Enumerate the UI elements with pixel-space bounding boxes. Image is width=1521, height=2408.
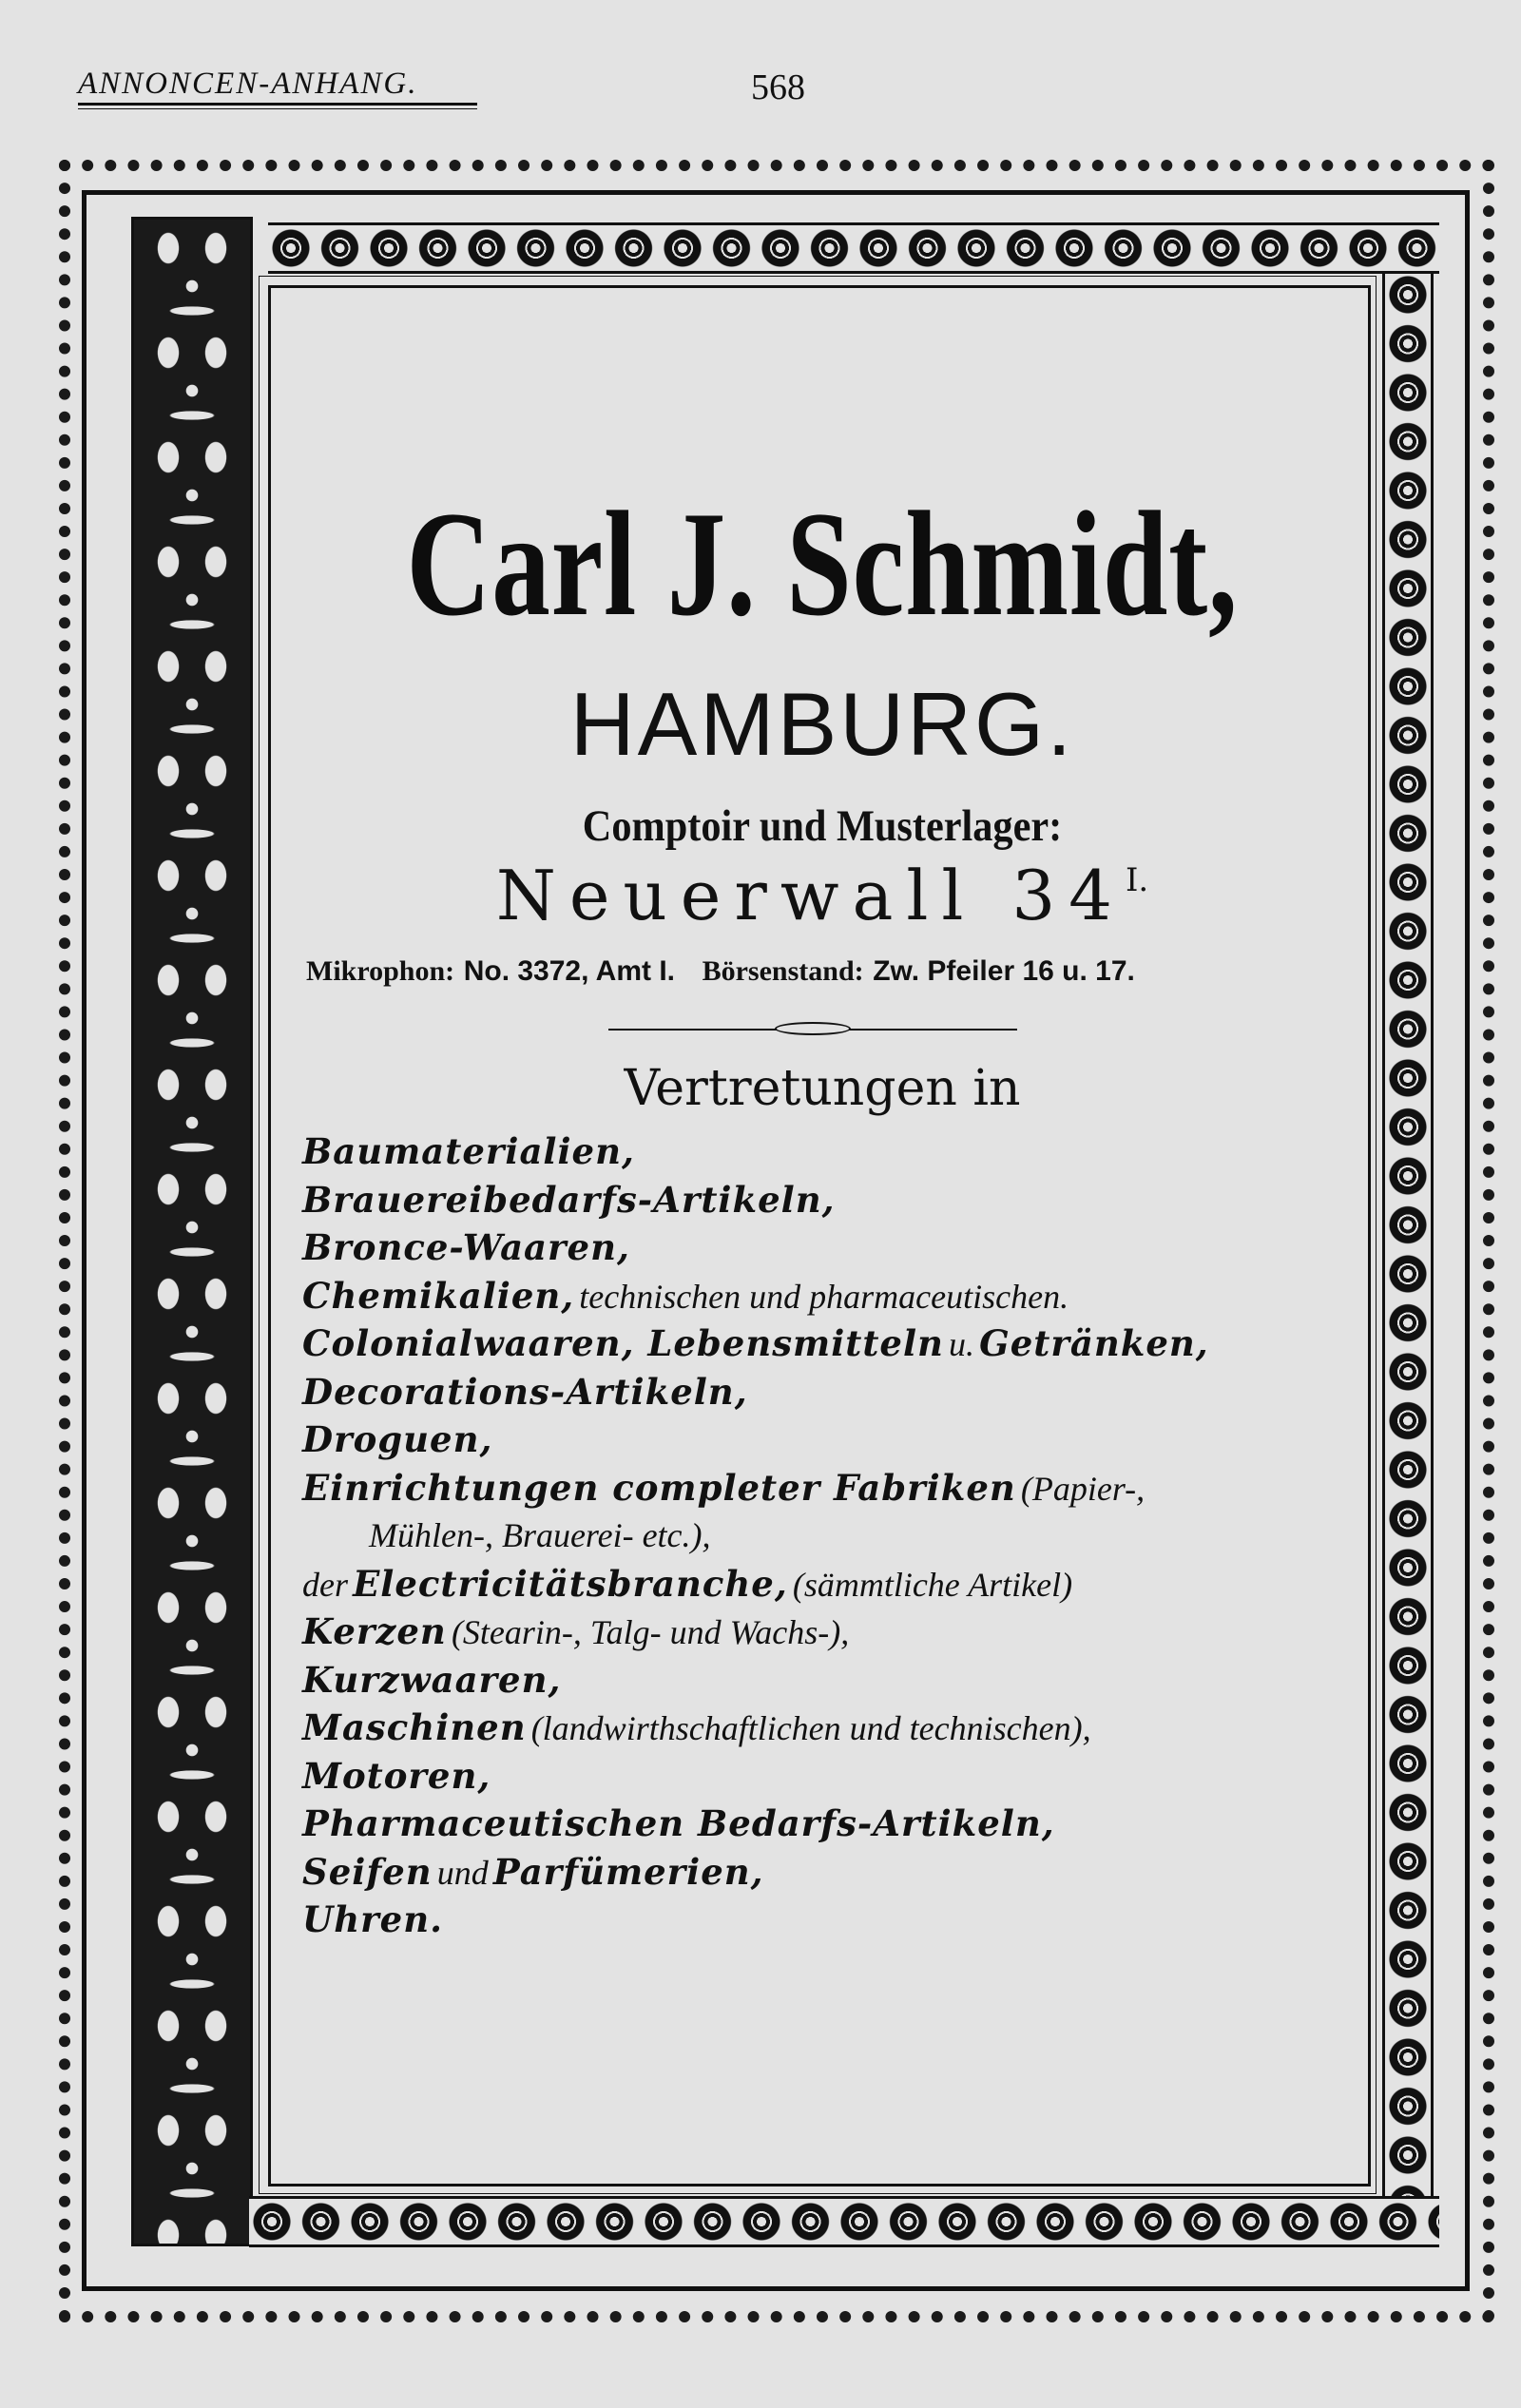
header-rule-thin (78, 108, 477, 109)
list-item (302, 1704, 1348, 1752)
item-bold: Colonialwaaren, Lebensmitteln (302, 1322, 944, 1364)
item-bold: Chemikalien, (302, 1274, 575, 1317)
list-item (302, 1320, 1348, 1368)
item-bold: Motoren, (302, 1754, 491, 1797)
company-name: Carl J. Schmidt, (406, 481, 1239, 647)
list-item (302, 1223, 1348, 1272)
header-rule (78, 103, 477, 106)
list-item (302, 1560, 1348, 1609)
section-header: ANNONCEN-ANHANG. (78, 67, 418, 101)
phone-label: Mikrophon: (306, 955, 455, 987)
item-note: u. (949, 1325, 975, 1363)
item-note: (Papier-, (1020, 1469, 1146, 1508)
item-bold: Kurzwaaren, (302, 1658, 562, 1701)
item-bold: Parfümerien, (492, 1850, 764, 1893)
page-number: 568 (751, 67, 805, 107)
left-ornament-band (131, 217, 253, 2246)
item-note: technischen und pharmaceutischen. (579, 1277, 1069, 1316)
item-bold: Uhren. (302, 1898, 443, 1940)
contact-line (306, 954, 1352, 988)
item-bold: Decorations-Artikeln, (302, 1370, 748, 1413)
item-note: (Stearin-, Talg- und Wachs-), (451, 1613, 850, 1651)
address-street: Neuerwall 34 (495, 856, 1126, 935)
item-bold: Droguen, (302, 1418, 493, 1460)
divider-ornament (775, 1022, 851, 1035)
list-item (302, 1272, 1348, 1320)
item-bold: Maschinen (302, 1706, 527, 1748)
list-item (302, 1848, 1348, 1897)
list-item (302, 1800, 1348, 1848)
item-note: Mühlen-, Brauerei- etc.), (369, 1516, 711, 1554)
item-bold: Baumaterialien, (302, 1130, 635, 1172)
list-item (302, 1896, 1348, 1944)
bottom-rosette-band (249, 2196, 1439, 2247)
item-bold: Bronce-Waaren, (302, 1226, 630, 1268)
city-name: HAMBURG. (569, 674, 1075, 774)
exchange-value: Zw. Pfeiler 16 u. 17. (873, 955, 1135, 987)
list-item (302, 1464, 1348, 1512)
right-rosette-band (1382, 272, 1434, 2196)
list-item (302, 1512, 1348, 1560)
list-item (302, 1416, 1348, 1464)
item-note: und (436, 1853, 489, 1892)
phone-value: No. 3372, Amt I. (463, 955, 675, 987)
list-item (302, 1368, 1348, 1416)
top-rosette-band (268, 222, 1439, 274)
address (276, 856, 1369, 935)
item-bold: Einrichtungen completer Fabriken (302, 1466, 1016, 1509)
exchange-label: Börsenstand: (702, 955, 864, 987)
list-item (302, 1176, 1348, 1224)
item-bold: Electricitätsbranche, (353, 1562, 788, 1605)
item-bold: Seifen (302, 1850, 433, 1893)
item-bold: Pharmaceutischen Bedarfs-Artikeln, (302, 1802, 1055, 1844)
item-note: (landwirthschaftlichen und technischen), (530, 1709, 1091, 1747)
product-list (302, 1127, 1348, 1944)
list-item (302, 1656, 1348, 1705)
office-label: Comptoir und Musterlager: (582, 801, 1063, 851)
item-prefix: der (302, 1565, 348, 1604)
item-note: (sämmtliche Artikel) (792, 1565, 1073, 1604)
item-bold: Brauereibedarfs-Artikeln, (302, 1178, 836, 1221)
item-bold: Kerzen (302, 1610, 447, 1652)
list-item (302, 1752, 1348, 1801)
address-floor: I. (1125, 861, 1149, 899)
item-bold: Getränken, (979, 1322, 1209, 1364)
list-item (302, 1608, 1348, 1656)
list-item (302, 1127, 1348, 1176)
representation-heading: Vertretungen in (624, 1060, 1021, 1117)
